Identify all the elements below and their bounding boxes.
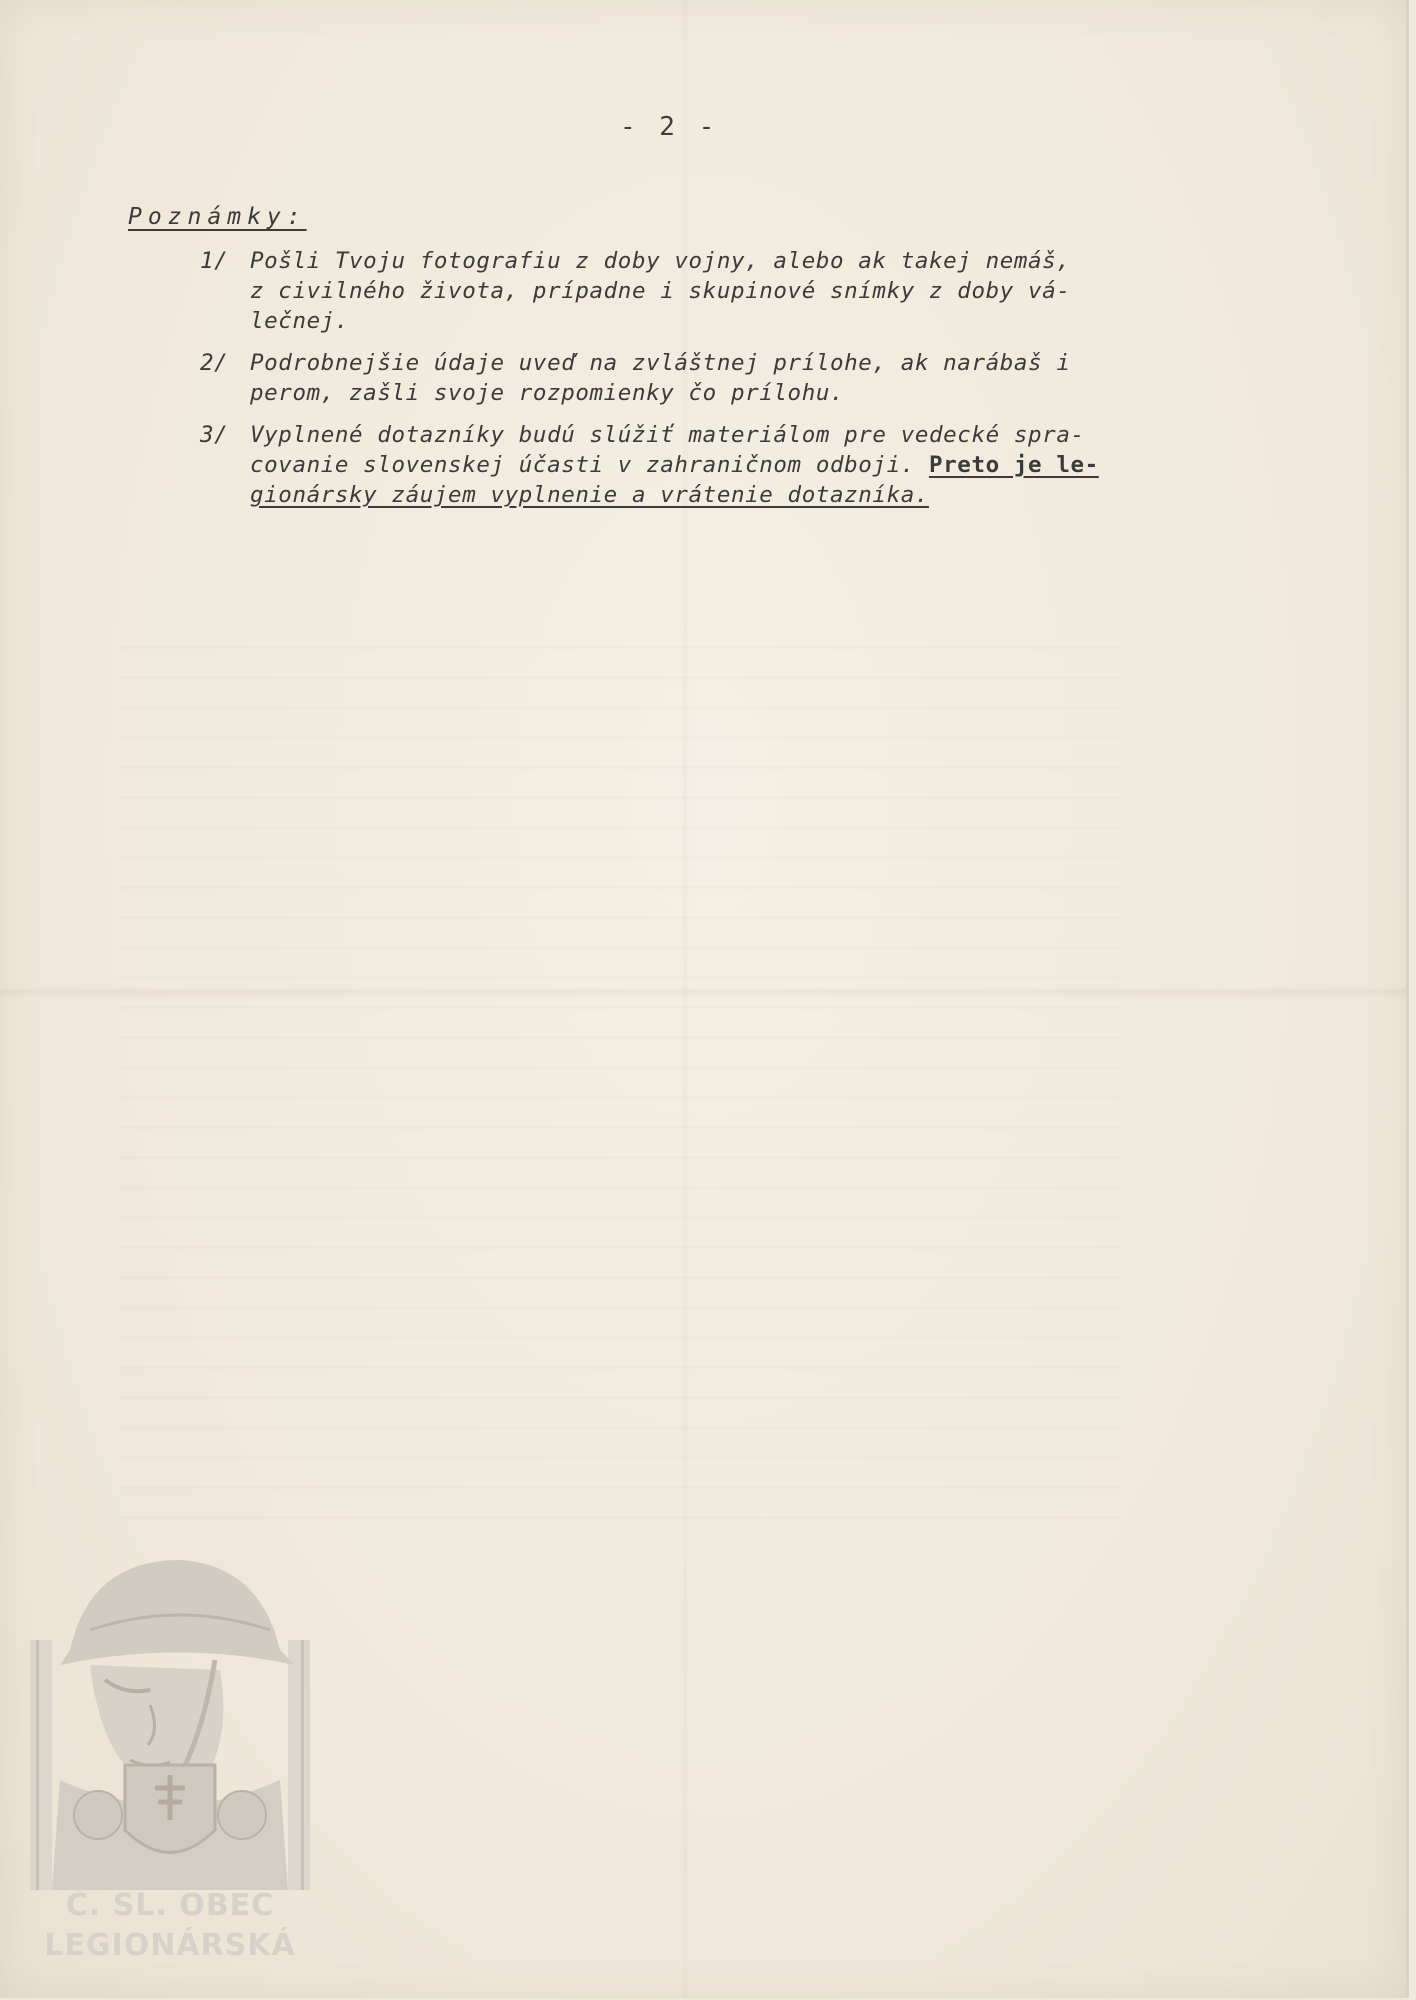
logo-text-line2: LEGIONÁRSKÁ xyxy=(44,1928,296,1963)
notes-list xyxy=(200,246,1310,522)
soldier-crest-icon xyxy=(30,1530,310,1890)
note-line: Podrobnejšie údaje uveď na zvláštnej prílohe, ak narábaš i xyxy=(250,350,1071,376)
paper-bleed-texture xyxy=(120,620,1120,1520)
note-item xyxy=(200,420,1310,510)
note-item xyxy=(200,246,1310,336)
note-line: z civilného života, prípadne i skupinové snímky z doby vá- xyxy=(250,278,1071,304)
emphasis-text: Preto je le- xyxy=(929,452,1099,478)
legion-watermark-logo xyxy=(30,1530,310,1970)
note-line: perom, zašli svoje rozpomienky čo prílohu. xyxy=(250,380,845,406)
notes-heading: Poznámky: xyxy=(128,204,307,230)
note-number: 1/ xyxy=(200,248,229,274)
note-number: 2/ xyxy=(200,350,229,376)
note-number: 3/ xyxy=(200,422,229,448)
note-line: Pošli Tvoju fotografiu z doby vojny, alebo ak takej nemáš, xyxy=(250,248,1071,274)
logo-text-line1: Č. SL. OBEC xyxy=(65,1888,275,1923)
note-line: Vyplnené dotazníky budú slúžiť materiálom pre vedecké spra- xyxy=(250,422,1085,448)
note-item xyxy=(200,348,1310,408)
note-line: covanie slovenskej účasti v zahraničnom odboji. Preto je le- xyxy=(250,452,1099,478)
note-line-underlined: gionársky záujem vyplnenie a vrátenie dotazníka. xyxy=(250,482,930,508)
page-number: - 2 - xyxy=(620,112,719,142)
note-line: lečnej. xyxy=(250,308,350,334)
